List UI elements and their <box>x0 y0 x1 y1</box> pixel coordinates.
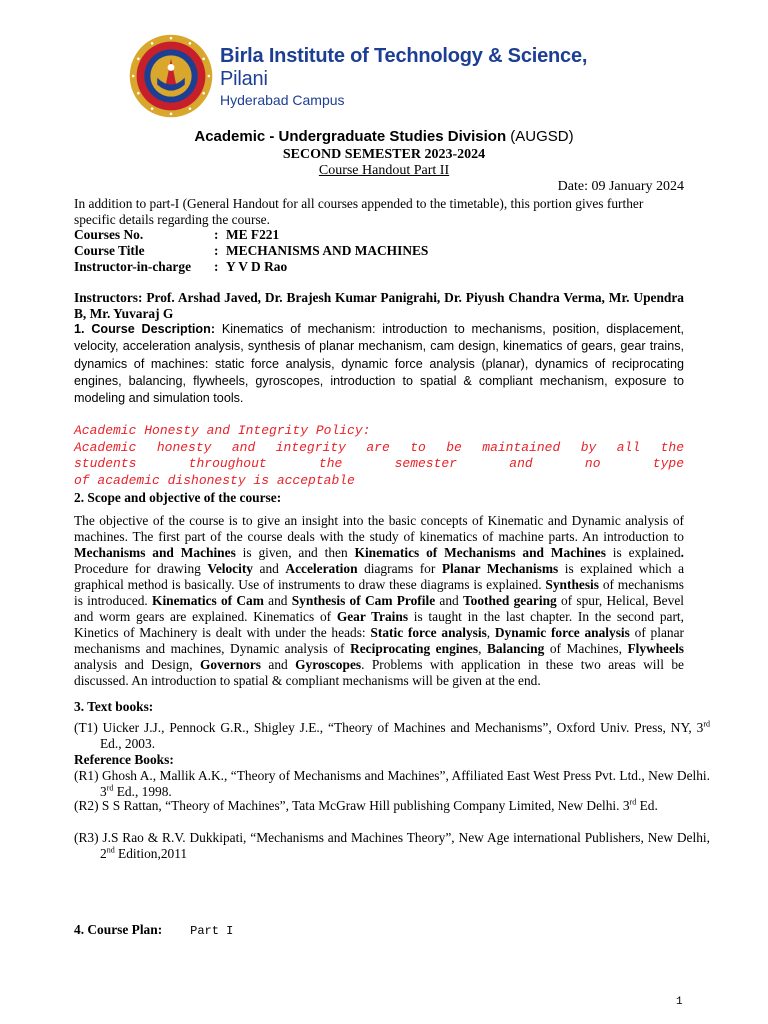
scope-bold-term: Dynamic force analysis <box>494 625 630 640</box>
intro-paragraph: In addition to part-I (General Handout for all courses appended to the timetable), this portion gives further specific details regarding the course. <box>74 196 644 227</box>
scope-text-run: and <box>263 593 292 608</box>
scope-text-run: analysis and Design, <box>74 657 200 672</box>
course-title: MECHANISMS AND MACHINES <box>226 243 429 258</box>
course-title-row <box>74 243 428 259</box>
page-number: 1 <box>676 996 683 1008</box>
scope-text-run: diagrams for <box>357 561 442 576</box>
campus-name: Hyderabad Campus <box>220 91 345 108</box>
scope-text-run: of Machines, <box>544 641 628 656</box>
course-description-heading: 1. Course Description: <box>74 322 216 336</box>
institute-title-block <box>220 45 628 108</box>
scope-bold-term: Mechanisms and Machines <box>74 545 236 560</box>
scope-bold-term: Acceleration <box>285 561 358 576</box>
honesty-policy-title: Academic Honesty and Integrity Policy: <box>74 423 371 438</box>
division-title <box>0 128 768 145</box>
scope-text-run: and <box>435 593 463 608</box>
info-separator: : <box>214 243 219 258</box>
reference-r3: (R3) J.S Rao & R.V. Dukkipati, “Mechanisms and Machines Theory”, New Age international Publishers, New Delhi, 2nd Edition,2011 <box>74 830 710 861</box>
course-plan-label: 4. Course Plan: <box>74 922 163 937</box>
scope-bold-term: Reciprocating engines <box>350 641 479 656</box>
scope-text-run: , <box>478 641 487 656</box>
scope-bold-term: Toothed gearing <box>462 593 557 608</box>
info-separator: : <box>214 227 219 242</box>
scope-bold-term: Gyroscopes <box>295 657 362 672</box>
scope-bold-term: Balancing <box>486 641 545 656</box>
info-label: Courses No. <box>74 227 144 242</box>
handout-date: Date: 09 January 2024 <box>557 179 684 194</box>
scope-text-run: Procedure for drawing <box>74 561 208 576</box>
scope-bold-term: Kinematics of Cam <box>152 593 264 608</box>
reference-books-heading: Reference Books: <box>74 752 174 767</box>
scope-text-run: is explained which a graphical method is basically. Use of instruments to draw these diagrams is explained. <box>74 561 685 592</box>
scope-bold-term: Kinematics of Mechanisms and Machines <box>354 545 606 560</box>
scope-text-run: of mechanisms is introduced. <box>74 577 684 608</box>
institute-seal-logo <box>128 33 214 119</box>
scope-text-run: , <box>486 625 495 640</box>
reference-r1: (R1) Ghosh A., Mallik A.K., “Theory of Mechanisms and Machines”, Affiliated East West Press Pvt. Ltd., New Delhi. 3rd Ed., 1998. <box>74 768 710 799</box>
scope-text-run: . Problems with application in these two areas will be discussed. An introduction to spatial & compliant mechanisms will be given at the end. <box>74 657 684 688</box>
info-label: Instructor-in-charge <box>74 259 192 274</box>
scope-text-run: of spur, Helical, Bevel and worm gears are explained. Kinematics of <box>74 593 684 624</box>
textbooks-heading: 3. Text books: <box>74 699 154 714</box>
scope-text-run: is given, and then <box>235 545 355 560</box>
course-number: ME F221 <box>226 227 280 242</box>
institute-header <box>128 30 628 122</box>
textbook-t1: (T1) Uicker J.J., Pennock G.R., Shigley J.E., “Theory of Machines and Mechanisms”, Oxford Univ. Press, NY, 3rd Ed., 2003. <box>74 719 710 751</box>
reference-r2: (R2) S S Rattan, “Theory of Machines”, Tata McGraw Hill publishing Company Limited, New Delhi. 3rd Ed. <box>74 797 658 813</box>
course-plan <box>74 922 233 938</box>
honesty-policy-line: of academic dishonesty is acceptable <box>74 472 355 488</box>
scope-text-run: of planar mechanisms and machines, Dynamic analysis of <box>74 625 684 656</box>
handout-title: Course Handout Part II <box>318 163 450 178</box>
scope-text-run: and <box>253 561 286 576</box>
honesty-policy-line: students throughout the semester and no type <box>74 456 684 471</box>
scope-bold-term: Synthesis <box>545 577 599 592</box>
course-plan-value: Part I <box>190 924 234 938</box>
info-label: Course Title <box>74 243 145 258</box>
scope-bold-term: Flywheels <box>627 641 684 656</box>
scope-bold-term: Velocity <box>207 561 253 576</box>
scope-bold-term: Gear Trains <box>336 609 409 624</box>
course-description <box>74 321 684 407</box>
division-abbr: (AUGSD) <box>510 128 574 145</box>
scope-text-run: The objective of the course is to give an insight into the basic concepts of Kinematic and Dynamic analysis of machines. The first part of the course deals with the study of kinematics of machine parts. An introduction to <box>74 513 684 544</box>
scope-text-run: is explained <box>605 545 681 560</box>
semester-title: SECOND SEMESTER 2023-2024 <box>282 147 486 162</box>
scope-bold-term: Synthesis of Cam Profile <box>291 593 436 608</box>
honesty-policy <box>74 423 684 489</box>
instructor-in-charge: Y V D Rao <box>226 259 288 274</box>
scope-bold-term: . <box>680 545 684 560</box>
course-number-row <box>74 227 428 243</box>
course-info <box>74 227 428 275</box>
scope-bold-term: Planar Mechanisms <box>441 561 559 576</box>
scope-text-run: and <box>260 657 296 672</box>
division-name: Academic - Undergraduate Studies Division <box>194 128 507 145</box>
institute-name: Birla Institute of Technology & Science, Pilani <box>220 44 588 90</box>
course-description-text: Kinematics of mechanism: introduction to mechanisms, position, displacement, velocity, acceleration analysis, synthesis of planar mechanism, cam design, kinematics of gears, gear trains, dynamics of machines: static force analysis, dynamic force analysis (planar), dynamics of reciprocating engines, balancing, flywheels, gyroscopes, introduction to spatial & compliant mechanism, exposure to modeling and simulation tools. <box>74 322 684 406</box>
info-separator: : <box>214 259 219 274</box>
scope-paragraph <box>74 513 684 689</box>
scope-heading: 2. Scope and objective of the course: <box>74 490 282 505</box>
institute-city: Pilani <box>220 67 268 90</box>
scope-bold-term: Static force analysis <box>370 625 487 640</box>
scope-bold-term: Governors <box>199 657 261 672</box>
instructor-in-charge-row <box>74 259 428 275</box>
instructors-list: Instructors: Prof. Arshad Javed, Dr. Brajesh Kumar Panigrahi, Dr. Piyush Chandra Verma, Mr. Upendra B, Mr. Yuvaraj G <box>74 290 684 321</box>
scope-text-run: is taught in the last chapter. In the second part, Kinetics of Machinery is dealt with under the heads: <box>74 609 684 640</box>
honesty-policy-line: Academic honesty and integrity are to be maintained by all the <box>74 439 684 455</box>
